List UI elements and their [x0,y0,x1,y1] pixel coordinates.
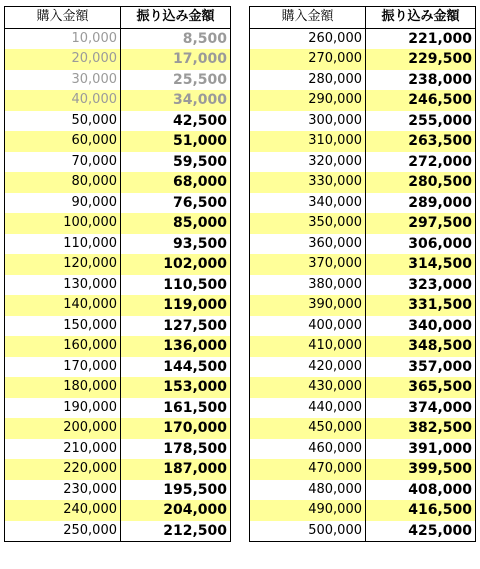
transfer-amount-cell: 357,000 [366,357,476,378]
table-row [5,254,231,275]
transfer-amount-cell: 331,500 [366,295,476,316]
price-table-left [4,6,231,542]
purchase-amount-cell: 120,000 [5,254,121,275]
transfer-amount-cell: 42,500 [121,111,231,132]
purchase-amount-cell: 80,000 [5,172,121,193]
purchase-amount-cell: 290,000 [250,90,366,111]
table-row [250,295,476,316]
table-row [250,254,476,275]
table-row [250,398,476,419]
header-purchase-amount: 購入金額 [250,7,366,29]
purchase-amount-cell: 250,000 [5,521,121,542]
transfer-amount-cell: 348,500 [366,336,476,357]
table-row [5,439,231,460]
transfer-amount-cell: 153,000 [121,377,231,398]
purchase-amount-cell: 140,000 [5,295,121,316]
table-body-right [250,28,476,542]
table-row [250,439,476,460]
transfer-amount-cell: 314,500 [366,254,476,275]
transfer-amount-cell: 187,000 [121,459,231,480]
purchase-amount-cell: 350,000 [250,213,366,234]
transfer-amount-cell: 365,500 [366,377,476,398]
purchase-amount-cell: 420,000 [250,357,366,378]
table-row [5,90,231,111]
table-row [250,90,476,111]
purchase-amount-cell: 400,000 [250,316,366,337]
purchase-amount-cell: 190,000 [5,398,121,419]
table-row [5,521,231,542]
table-row [5,500,231,521]
transfer-amount-cell: 8,500 [121,28,231,49]
transfer-amount-cell: 170,000 [121,418,231,439]
header-row [5,7,231,29]
table-row [250,377,476,398]
transfer-amount-cell: 399,500 [366,459,476,480]
transfer-amount-cell: 416,500 [366,500,476,521]
table-row [250,213,476,234]
transfer-amount-cell: 306,000 [366,234,476,255]
purchase-amount-cell: 30,000 [5,70,121,91]
purchase-amount-cell: 150,000 [5,316,121,337]
table-row [5,49,231,70]
table-row [5,172,231,193]
table-row [250,459,476,480]
purchase-amount-cell: 500,000 [250,521,366,542]
table-row [250,521,476,542]
purchase-amount-cell: 480,000 [250,480,366,501]
table-row [5,193,231,214]
table-row [5,377,231,398]
table-row [5,357,231,378]
purchase-amount-cell: 380,000 [250,275,366,296]
table-body-left [5,28,231,542]
table-row [250,28,476,49]
transfer-amount-cell: 59,500 [121,152,231,173]
purchase-amount-cell: 300,000 [250,111,366,132]
purchase-amount-cell: 50,000 [5,111,121,132]
purchase-amount-cell: 490,000 [250,500,366,521]
transfer-amount-cell: 204,000 [121,500,231,521]
purchase-amount-cell: 100,000 [5,213,121,234]
purchase-amount-cell: 280,000 [250,70,366,91]
transfer-amount-cell: 280,500 [366,172,476,193]
table-row [250,336,476,357]
purchase-amount-cell: 40,000 [5,90,121,111]
transfer-amount-cell: 178,500 [121,439,231,460]
purchase-amount-cell: 10,000 [5,28,121,49]
table-row [250,500,476,521]
purchase-amount-cell: 410,000 [250,336,366,357]
purchase-amount-cell: 310,000 [250,131,366,152]
transfer-amount-cell: 272,000 [366,152,476,173]
transfer-amount-cell: 136,000 [121,336,231,357]
header-row [250,7,476,29]
table-row [5,316,231,337]
transfer-amount-cell: 221,000 [366,28,476,49]
table-row [5,152,231,173]
transfer-amount-cell: 425,000 [366,521,476,542]
purchase-amount-cell: 450,000 [250,418,366,439]
table-row [5,295,231,316]
header-purchase-amount: 購入金額 [5,7,121,29]
table-row [250,111,476,132]
table-row [5,70,231,91]
transfer-amount-cell: 110,500 [121,275,231,296]
purchase-amount-cell: 470,000 [250,459,366,480]
table-row [250,70,476,91]
transfer-amount-cell: 34,000 [121,90,231,111]
table-row [250,131,476,152]
transfer-amount-cell: 144,500 [121,357,231,378]
purchase-amount-cell: 320,000 [250,152,366,173]
transfer-amount-cell: 263,500 [366,131,476,152]
header-transfer-amount: 振り込み金額 [366,7,476,29]
purchase-amount-cell: 160,000 [5,336,121,357]
table-row [250,480,476,501]
transfer-amount-cell: 297,500 [366,213,476,234]
transfer-amount-cell: 391,000 [366,439,476,460]
table-row [250,152,476,173]
purchase-amount-cell: 230,000 [5,480,121,501]
transfer-amount-cell: 323,000 [366,275,476,296]
transfer-amount-cell: 212,500 [121,521,231,542]
purchase-amount-cell: 180,000 [5,377,121,398]
transfer-amount-cell: 255,000 [366,111,476,132]
purchase-amount-cell: 260,000 [250,28,366,49]
purchase-amount-cell: 60,000 [5,131,121,152]
table-row [250,193,476,214]
transfer-amount-cell: 289,000 [366,193,476,214]
transfer-amount-cell: 127,500 [121,316,231,337]
table-row [5,418,231,439]
purchase-amount-cell: 340,000 [250,193,366,214]
transfer-amount-cell: 161,500 [121,398,231,419]
purchase-amount-cell: 360,000 [250,234,366,255]
transfer-amount-cell: 408,000 [366,480,476,501]
table-row [5,480,231,501]
table-row [250,418,476,439]
transfer-amount-cell: 382,500 [366,418,476,439]
transfer-amount-cell: 238,000 [366,70,476,91]
transfer-amount-cell: 76,500 [121,193,231,214]
transfer-amount-cell: 25,500 [121,70,231,91]
purchase-amount-cell: 130,000 [5,275,121,296]
price-table-right [249,6,476,542]
header-transfer-amount: 振り込み金額 [121,7,231,29]
table-row [250,49,476,70]
table-row [250,316,476,337]
purchase-amount-cell: 170,000 [5,357,121,378]
purchase-amount-cell: 430,000 [250,377,366,398]
purchase-amount-cell: 330,000 [250,172,366,193]
purchase-amount-cell: 460,000 [250,439,366,460]
transfer-amount-cell: 195,500 [121,480,231,501]
purchase-amount-cell: 110,000 [5,234,121,255]
table-row [250,275,476,296]
transfer-amount-cell: 229,500 [366,49,476,70]
table-row [5,111,231,132]
purchase-amount-cell: 390,000 [250,295,366,316]
transfer-amount-cell: 102,000 [121,254,231,275]
purchase-amount-cell: 440,000 [250,398,366,419]
purchase-amount-cell: 90,000 [5,193,121,214]
transfer-amount-cell: 340,000 [366,316,476,337]
purchase-amount-cell: 200,000 [5,418,121,439]
table-row [250,172,476,193]
purchase-amount-cell: 270,000 [250,49,366,70]
purchase-amount-cell: 240,000 [5,500,121,521]
table-row [5,28,231,49]
purchase-amount-cell: 70,000 [5,152,121,173]
table-row [5,459,231,480]
purchase-amount-cell: 220,000 [5,459,121,480]
transfer-amount-cell: 246,500 [366,90,476,111]
transfer-amount-cell: 51,000 [121,131,231,152]
transfer-amount-cell: 17,000 [121,49,231,70]
purchase-amount-cell: 210,000 [5,439,121,460]
table-row [5,275,231,296]
transfer-amount-cell: 68,000 [121,172,231,193]
table-row [250,357,476,378]
transfer-amount-cell: 85,000 [121,213,231,234]
table-row [5,336,231,357]
table-row [5,131,231,152]
table-row [250,234,476,255]
transfer-amount-cell: 374,000 [366,398,476,419]
table-row [5,234,231,255]
transfer-amount-cell: 93,500 [121,234,231,255]
table-row [5,398,231,419]
transfer-amount-cell: 119,000 [121,295,231,316]
purchase-amount-cell: 20,000 [5,49,121,70]
purchase-amount-cell: 370,000 [250,254,366,275]
table-row [5,213,231,234]
